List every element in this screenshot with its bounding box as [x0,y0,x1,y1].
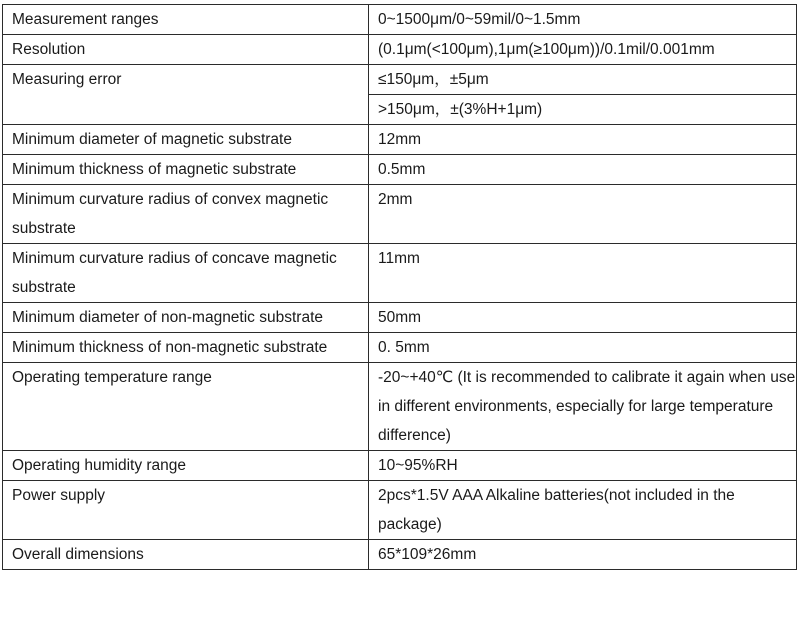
spec-label: Operating humidity range [3,451,369,481]
spec-value: 11mm [369,244,797,303]
spec-value: 0.5mm [369,155,797,185]
spec-label: Power supply [3,481,369,540]
table-row [3,5,797,35]
spec-label: Measuring error [3,65,369,125]
spec-value: 12mm [369,125,797,155]
table-row [3,185,797,244]
spec-label: Minimum curvature radius of concave magnetic substrate [3,244,369,303]
spec-value: 0. 5mm [369,333,797,363]
spec-value: 2pcs*1.5V AAA Alkaline batteries(not included in the package) [369,481,797,540]
spec-value: 0~1500μm/0~59mil/0~1.5mm [369,5,797,35]
spec-label: Minimum thickness of non-magnetic substrate [3,333,369,363]
spec-label: Minimum thickness of magnetic substrate [3,155,369,185]
table-row [3,244,797,303]
spec-value: 2mm [369,185,797,244]
spec-value: 10~95%RH [369,451,797,481]
spec-value: ≤150μm，±5μm [369,65,797,95]
spec-table [2,4,797,570]
spec-value: -20~+40℃ (It is recommended to calibrate it again when use in different environments, especially for large temperature difference) [369,363,797,451]
spec-value: (0.1μm(<100μm),1μm(≥100μm))/0.1mil/0.001mm [369,35,797,65]
table-row [3,333,797,363]
spec-value: 50mm [369,303,797,333]
spec-label: Minimum diameter of magnetic substrate [3,125,369,155]
table-row [3,155,797,185]
spec-label: Minimum diameter of non-magnetic substrate [3,303,369,333]
spec-label: Minimum curvature radius of convex magnetic substrate [3,185,369,244]
spec-label: Resolution [3,35,369,65]
table-row [3,65,797,95]
table-row [3,125,797,155]
table-row [3,303,797,333]
spec-value: >150μm，±(3%H+1μm) [369,95,797,125]
spec-label: Overall dimensions [3,540,369,570]
table-row [3,481,797,540]
table-row [3,363,797,451]
spec-value: 65*109*26mm [369,540,797,570]
spec-label: Operating temperature range [3,363,369,451]
table-row [3,451,797,481]
table-row [3,540,797,570]
spec-label: Measurement ranges [3,5,369,35]
table-row [3,35,797,65]
